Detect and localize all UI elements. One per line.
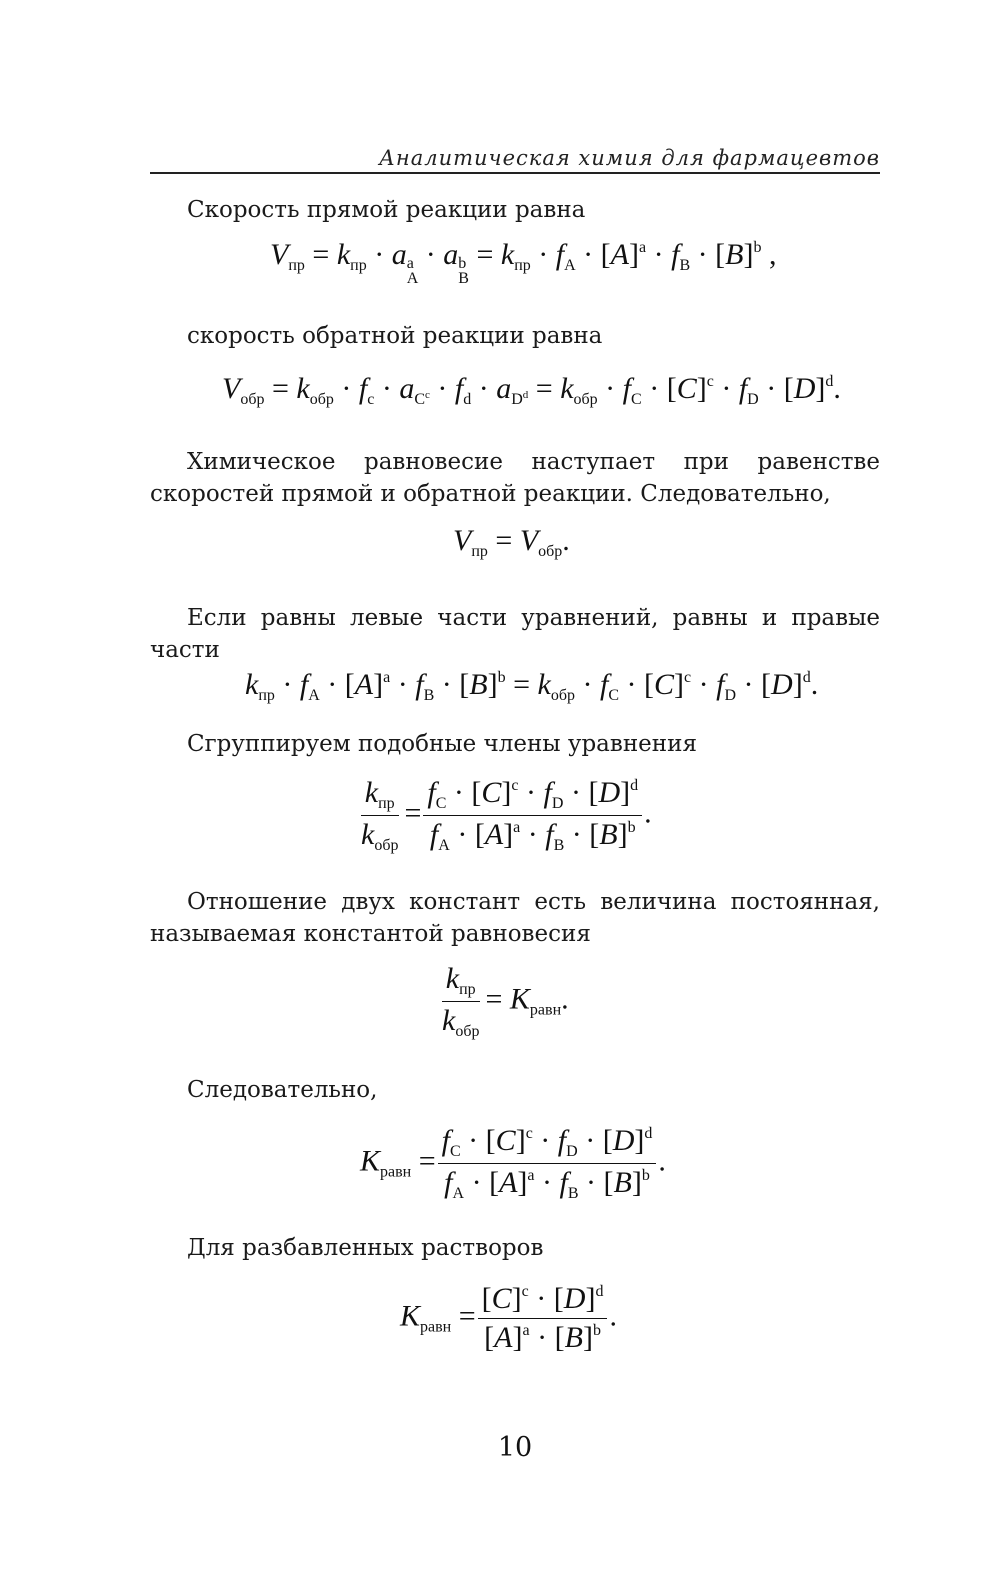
formula-reverse-rate: $V_{обр} = k_{обр} \cdot f_c \cdot a_{C^c} \cdot f_d \cdot a_{D^d} = k_{обр} \cdot f_C \cdot [C]^c \cdot f_D \cdot [D]^d$. (222, 372, 841, 408)
paragraph-therefore: Следовательно, (187, 1077, 378, 1103)
fraction-k-ratio: $\frac{k_{пр}}{k_{обр}}$ (361, 776, 399, 854)
page-number: 10 (497, 1432, 533, 1463)
paragraph-dilute-solutions: Для разбавленных растворов (187, 1235, 544, 1261)
paragraph-forward-rate: Скорость прямой реакции равна (187, 197, 586, 223)
formula-forward-rate: $V_{пр} = k_{пр} \cdot a$ a A · a b B = $k_{пр} \cdot f_A \cdot [A]^a \cdot f_B \cdot [B]^b$ , (270, 238, 777, 287)
paragraph-equal-parts: Если равны левые части уравнений, равны и правые части (150, 605, 880, 663)
header-rule (150, 172, 880, 174)
fraction-activity-ratio: $\frac{f_C \cdot [C]^c \cdot f_D \cdot [D]^d}{f_A \cdot [A]^a \cdot f_B \cdot [B]^b}$ (423, 776, 642, 855)
paragraph-constant-ratio: Отношение двух констант есть величина постоянная, называемая константой равновесия (150, 889, 880, 947)
formula-equilibrium-constant: $\frac{k_{пр}}{k_{обр}}$ = $K_{равн}$. (436, 962, 569, 1041)
paragraph-reverse-rate: скорость обратной реакции равна (187, 323, 603, 349)
formula-equal-parts: $k_{пр} \cdot f_A \cdot [A]^a \cdot f_B \cdot [B]^b = k_{обр} \cdot f_C \cdot [C]^c \cdot f_D \cdot [D]^d$. (245, 668, 819, 704)
fraction-k-ratio-2: $\frac{k_{пр}}{k_{обр}}$ (442, 962, 480, 1040)
formula-grouped: $\frac{k_{пр}}{k_{обр}}$ = $\frac{f_C \cdot [C]^c \cdot f_D \cdot [D]^d}{f_A \cdot [A]^a \cdot f_B \cdot [B]^b}$ . (355, 776, 652, 855)
fraction-activity-ratio-2: $\frac{f_C \cdot [C]^c \cdot f_D \cdot [D]^d}{f_A \cdot [A]^a \cdot f_B \cdot [B]^b}$ (438, 1124, 657, 1203)
formula-k-equilibrium: $K_{равн}$ = $\frac{f_C \cdot [C]^c \cdot f_D \cdot [D]^d}{f_A \cdot [A]^a \cdot f_B \cdot [B]^b}$ . (360, 1124, 666, 1202)
running-header-title: Аналитическая химия для фармацевтов (378, 146, 880, 170)
formula-rates-equal: $V_{пр} = V_{обр}$. (453, 524, 570, 560)
paragraph-equilibrium: Химическое равновесие наступает при равенстве скоростей прямой и обратной реакции. Следовательно, (150, 449, 880, 507)
paragraph-group-terms: Сгруппируем подобные члены уравнения (187, 731, 697, 757)
fraction-concentration-ratio: $\frac{[C]^c \cdot [D]^d}{[A]^a \cdot [B]^b}$ (478, 1282, 608, 1355)
formula-k-dilute: $K_{равн}$ = $\frac{[C]^c \cdot [D]^d}{[A]^a \cdot [B]^b}$ . (400, 1282, 617, 1354)
